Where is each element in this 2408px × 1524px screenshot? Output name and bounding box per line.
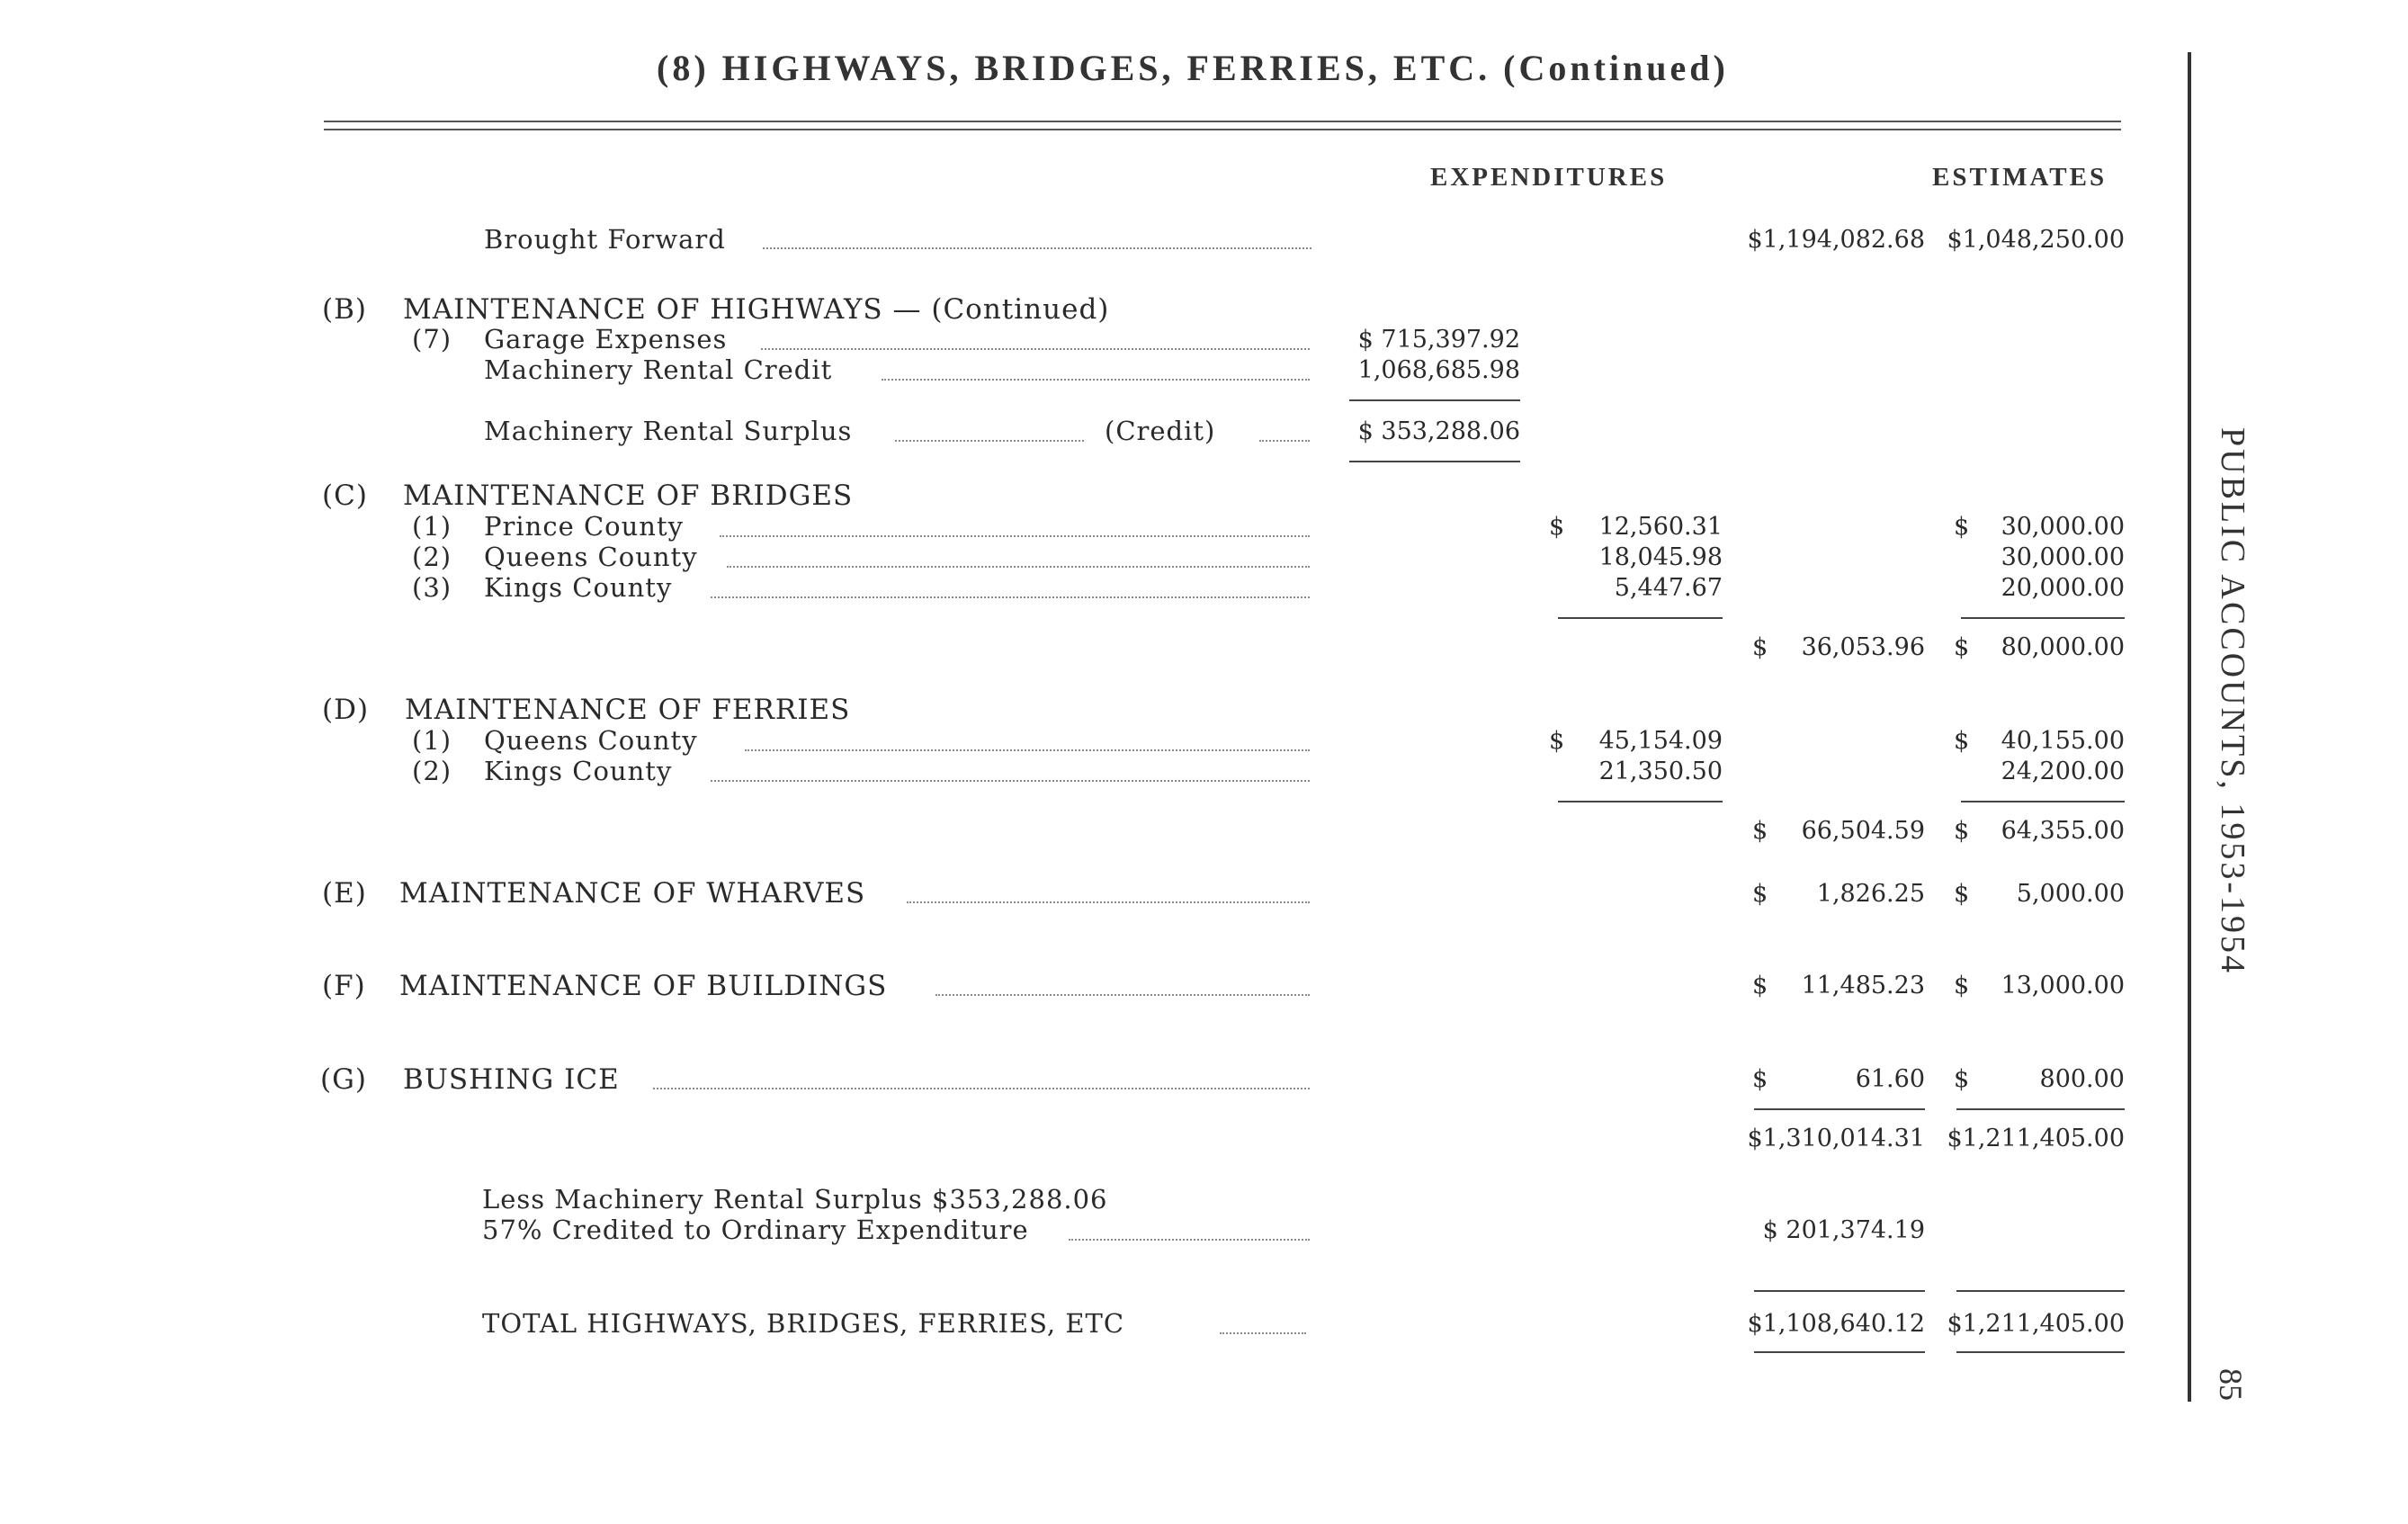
section-g-dollar: $ — [1752, 1065, 1768, 1093]
rule — [1558, 801, 1723, 802]
rule — [1754, 1290, 1925, 1292]
section-g-label: BUSHING ICE — [403, 1063, 620, 1096]
leader — [1069, 1239, 1310, 1241]
header-expenditures: EXPENDITURES — [1430, 163, 1668, 192]
section-b-label: MAINTENANCE OF HIGHWAYS — (Continued) — [403, 293, 1110, 326]
section-f-dollar: $ — [1752, 972, 1768, 1000]
title-rule-top — [324, 121, 2121, 122]
section-f-label: MAINTENANCE OF BUILDINGS — [399, 970, 888, 1002]
section-c-item-label: Kings County — [484, 572, 673, 603]
rule — [1961, 801, 2125, 802]
section-e-exp: 1,826.25 — [1816, 880, 1925, 908]
page-title: (8) HIGHWAYS, BRIDGES, FERRIES, ETC. (Continued) — [657, 48, 1729, 88]
section-d-item-est: 24,200.00 — [2001, 758, 2125, 785]
section-c-total-est-dollar: $ — [1954, 633, 1970, 661]
leader — [1220, 1332, 1306, 1334]
section-d-total-dollar: $ — [1752, 817, 1768, 845]
surplus-label: Machinery Rental Surplus — [484, 416, 853, 446]
rule — [1558, 617, 1723, 619]
leader — [653, 1088, 1310, 1089]
leader — [882, 379, 1310, 381]
leader — [727, 566, 1310, 568]
less-line-1: Less Machinery Rental Surplus $353,288.06 — [482, 1184, 1108, 1215]
section-e-letter: (E) — [322, 877, 367, 910]
section-g-letter: (G) — [320, 1063, 367, 1096]
section-f-exp: 11,485.23 — [1801, 972, 1925, 1000]
section-c-item-est: 30,000.00 — [2001, 543, 2125, 571]
section-c-item-label: Queens County — [484, 542, 698, 572]
subtotal-exp: $1,310,014.31 — [1747, 1125, 1925, 1152]
section-c-letter: (C) — [322, 480, 368, 512]
rental-credit-amount: 1,068,685.98 — [1357, 356, 1520, 384]
leader — [745, 749, 1310, 751]
side-title: PUBLIC ACCOUNTS, 1953-1954 — [2214, 427, 2251, 975]
leader — [761, 348, 1310, 350]
garage-label: Garage Expenses — [484, 324, 728, 354]
section-d-total-exp: 66,504.59 — [1801, 817, 1925, 845]
leader — [907, 901, 1310, 903]
section-d-total-est: 64,355.00 — [2001, 817, 2125, 845]
section-d-item-label: Kings County — [484, 756, 673, 786]
rule — [1956, 1290, 2125, 1292]
rule — [1754, 1108, 1925, 1110]
leader — [711, 780, 1310, 782]
total-est: $1,211,405.00 — [1947, 1310, 2125, 1338]
section-e-est-dollar: $ — [1954, 880, 1970, 908]
surplus-note: (Credit) — [1105, 416, 1216, 446]
section-d-item-label: Queens County — [484, 725, 698, 756]
section-d-label: MAINTENANCE OF FERRIES — [405, 694, 851, 726]
title-rule-bottom — [324, 129, 2121, 130]
section-b-letter: (B) — [322, 293, 367, 326]
rule — [1349, 399, 1520, 401]
section-c-label: MAINTENANCE OF BRIDGES — [403, 480, 854, 512]
subtotal-est: $1,211,405.00 — [1947, 1125, 2125, 1152]
section-e-label: MAINTENANCE OF WHARVES — [399, 877, 866, 910]
less-line-2: 57% Credited to Ordinary Expenditure — [482, 1215, 1029, 1245]
section-d-item-dollar: $ — [1549, 727, 1565, 755]
garage-amount: $ 715,397.92 — [1357, 326, 1520, 354]
section-c-item-num: (2) — [412, 542, 452, 572]
section-c-item-exp: 5,447.67 — [1614, 574, 1723, 602]
page-number: 85 — [2213, 1368, 2249, 1401]
section-c-item-est: 30,000.00 — [2001, 513, 2125, 541]
section-d-total-est-dollar: $ — [1954, 817, 1970, 845]
section-d-item-num: (1) — [412, 725, 452, 756]
section-c-item-exp: 12,560.31 — [1598, 513, 1723, 541]
section-c-item-label: Prince County — [484, 511, 684, 542]
rule — [1349, 461, 1520, 462]
garage-num: (7) — [412, 324, 452, 354]
section-g-est-dollar: $ — [1954, 1065, 1970, 1093]
section-c-total-dollar: $ — [1752, 633, 1768, 661]
section-f-est: 13,000.00 — [2001, 972, 2125, 1000]
total-label: TOTAL HIGHWAYS, BRIDGES, FERRIES, ETC — [482, 1308, 1125, 1339]
section-c-item-num: (3) — [412, 572, 452, 603]
margin-rule — [2188, 52, 2191, 1402]
rule — [1956, 1351, 2125, 1353]
section-c-item-exp: 18,045.98 — [1598, 543, 1723, 571]
section-c-item-num: (1) — [412, 511, 452, 542]
header-estimates: ESTIMATES — [1932, 163, 2108, 192]
section-e-dollar: $ — [1752, 880, 1768, 908]
brought-forward-est: $1,048,250.00 — [1947, 226, 2125, 254]
section-d-item-exp: 45,154.09 — [1598, 727, 1723, 755]
section-c-item-dollar: $ — [1549, 513, 1565, 541]
section-f-est-dollar: $ — [1954, 972, 1970, 1000]
less-amount: $ 201,374.19 — [1762, 1216, 1925, 1244]
section-c-total-exp: 36,053.96 — [1801, 633, 1925, 661]
surplus-amount: $ 353,288.06 — [1357, 417, 1520, 445]
rule — [1956, 1108, 2125, 1110]
rental-credit-label: Machinery Rental Credit — [484, 354, 833, 385]
section-d-item-est-dollar: $ — [1954, 727, 1970, 755]
section-d-letter: (D) — [322, 694, 370, 726]
leader — [720, 535, 1310, 537]
total-exp: $1,108,640.12 — [1747, 1310, 1925, 1338]
leader — [711, 596, 1310, 598]
leader — [895, 440, 1084, 442]
leader — [763, 247, 1311, 249]
section-g-exp: 61.60 — [1855, 1065, 1925, 1093]
rule — [1754, 1351, 1925, 1353]
section-c-total-est: 80,000.00 — [2001, 633, 2125, 661]
section-c-item-est-dollar: $ — [1954, 513, 1970, 541]
brought-forward-exp: $1,194,082.68 — [1747, 226, 1925, 254]
section-d-item-exp: 21,350.50 — [1598, 758, 1723, 785]
rule — [1961, 617, 2125, 619]
section-d-item-est: 40,155.00 — [2001, 727, 2125, 755]
section-e-est: 5,000.00 — [2016, 880, 2125, 908]
leader — [1259, 440, 1310, 442]
leader — [935, 994, 1310, 996]
brought-forward-label: Brought Forward — [484, 224, 726, 255]
section-f-letter: (F) — [322, 970, 366, 1002]
section-g-est: 800.00 — [2039, 1065, 2125, 1093]
section-c-item-est: 20,000.00 — [2001, 574, 2125, 602]
section-d-item-num: (2) — [412, 756, 452, 786]
